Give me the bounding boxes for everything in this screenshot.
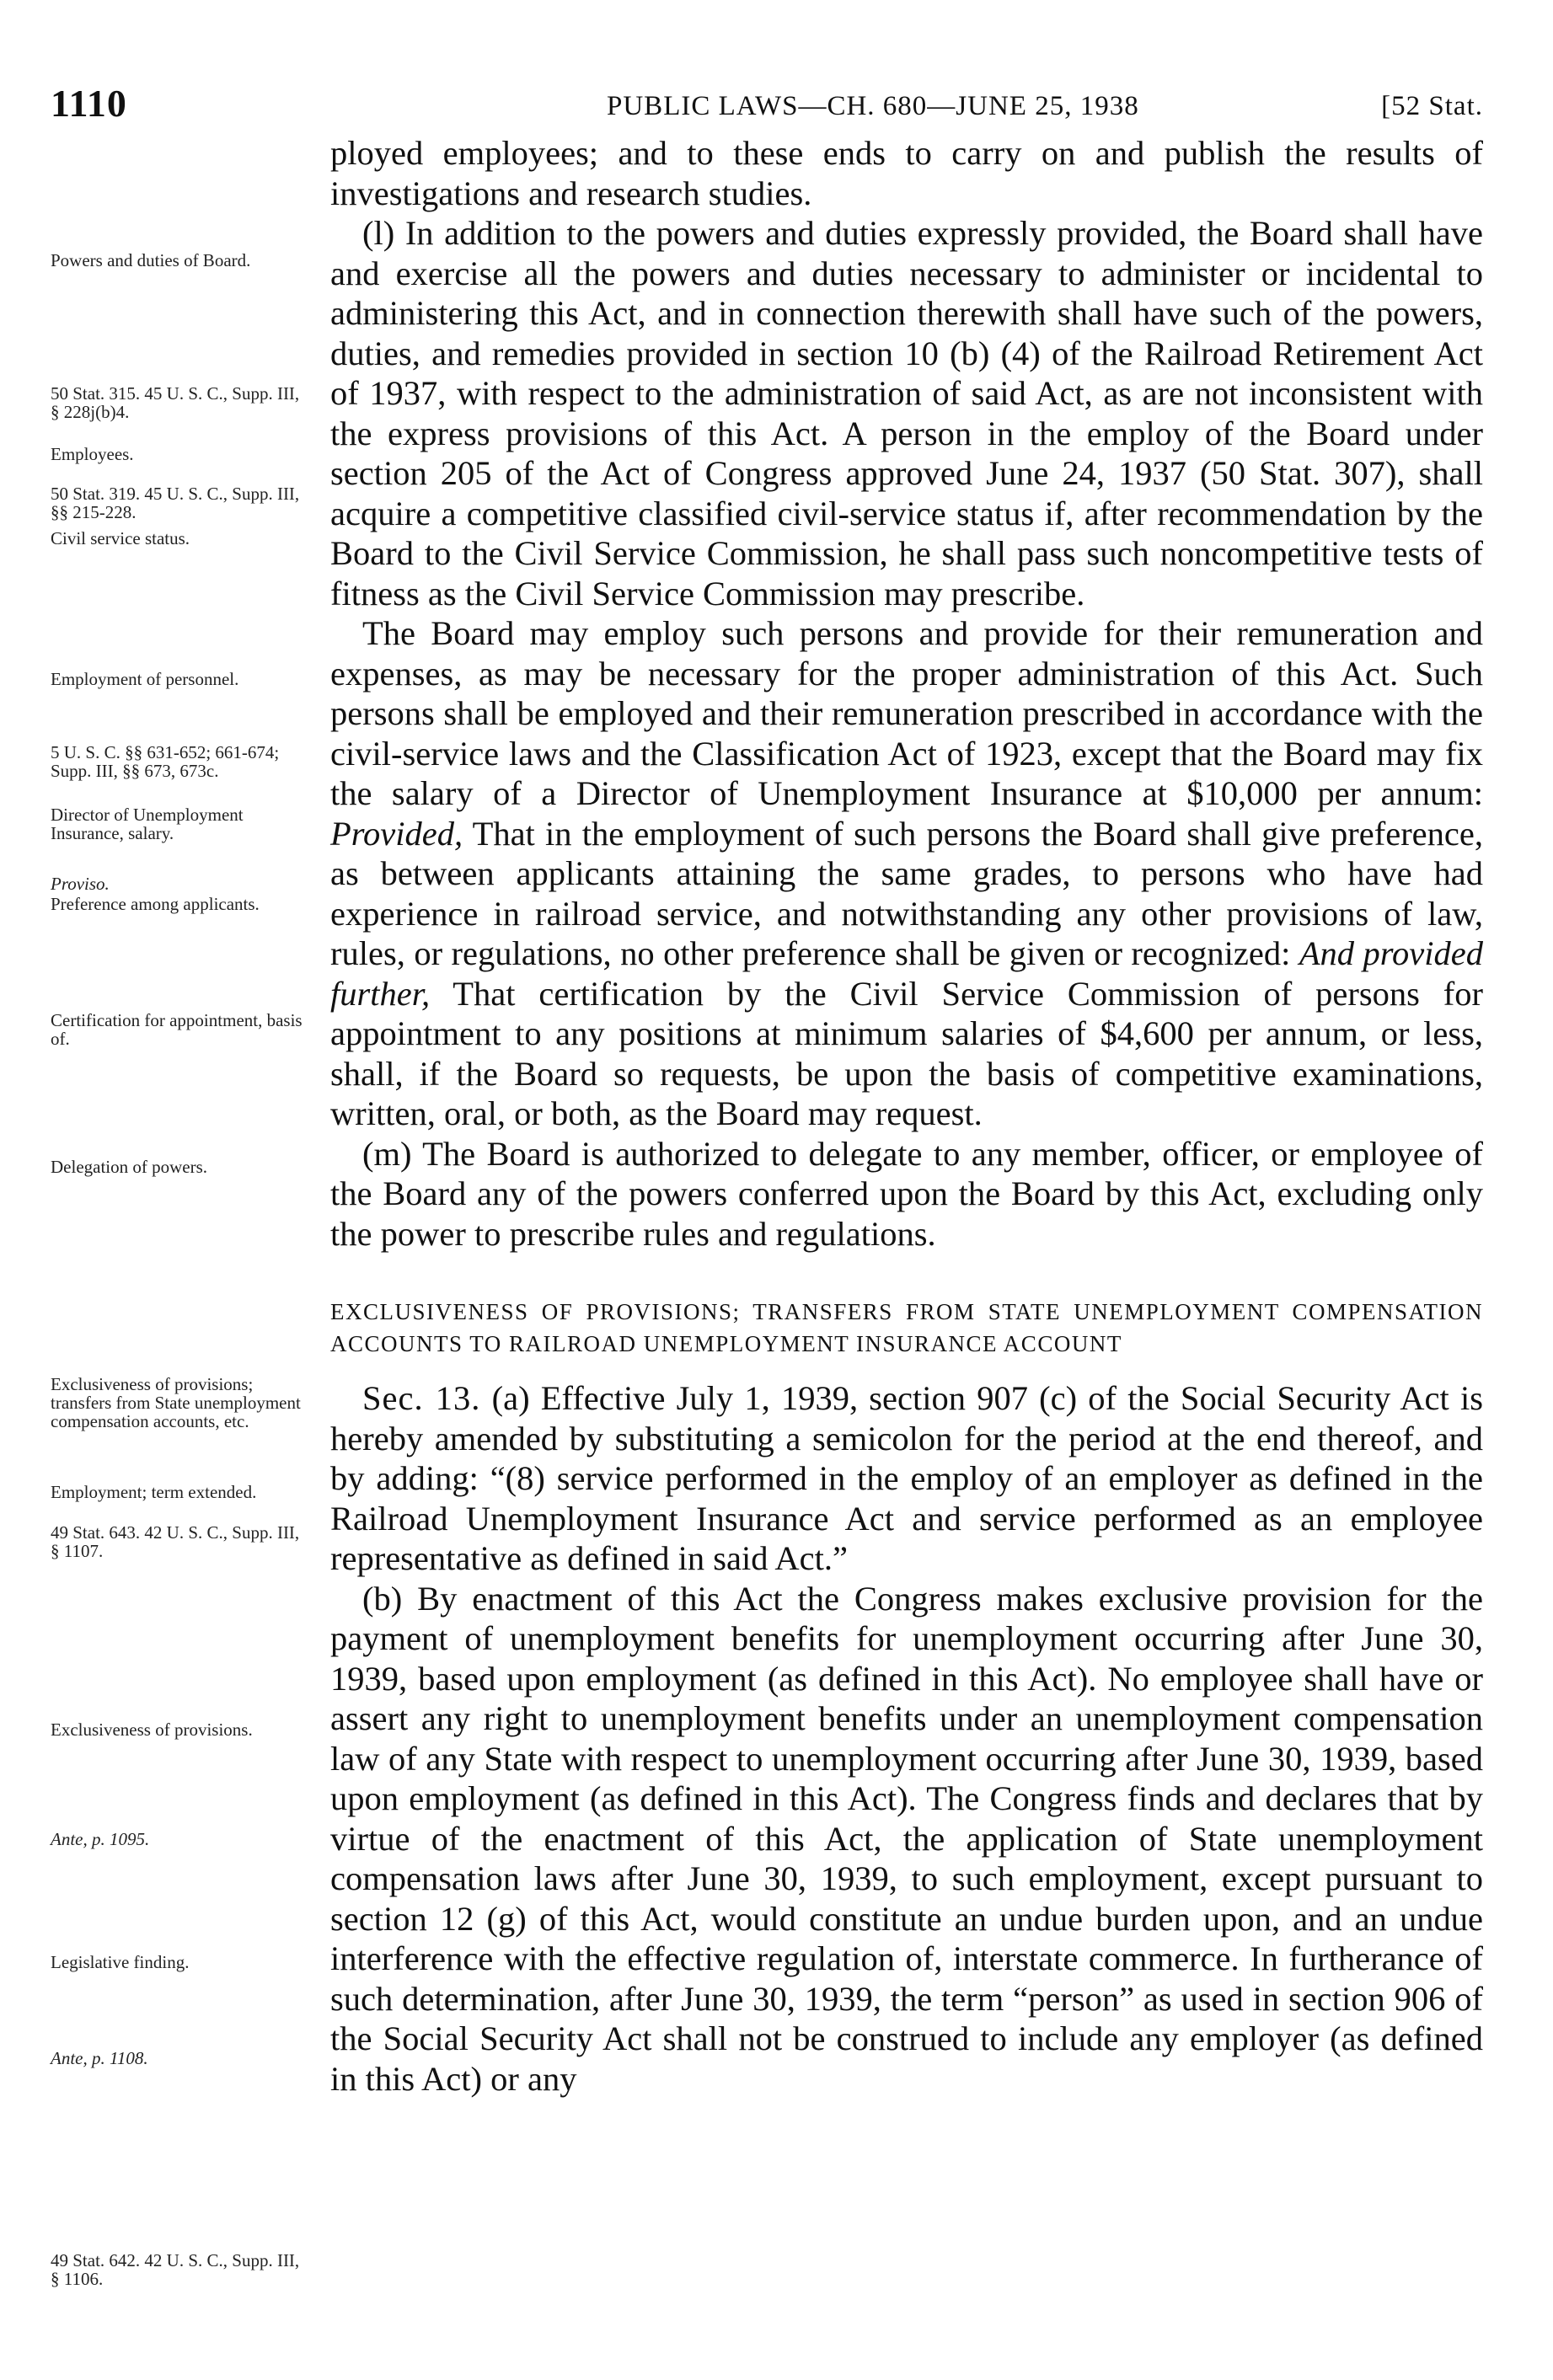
margin-note-preference: Preference among applicants. (51, 894, 260, 914)
margin-note-ante: Ante, p. 1095. (51, 1829, 150, 1849)
paragraph-subsection-m: (m) The Board is authorized to delegate to any member, officer, or employee of the Board any of the powers conferred upon the Board by this Act, excluding only the power to prescribe rules and regulations. (330, 1134, 1483, 1253)
page-header (51, 81, 1483, 131)
section-heading: EXCLUSIVENESS OF PROVISIONS; TRANSFERS FROM STATE UNEMPLOYMENT COMPENSATION ACCOUNTS TO RAILROAD UNEMPLOYMENT INSURANCE ACCOUNT (330, 1299, 1483, 1356)
paragraph-section-13b: (b) By enactment of this Act the Congress makes exclusive provision for the payment of unemployment benefits for unemployment occurring after June 30, 1939, based upon employment (as defined in this Act). No employee shall have or assert any right to unemployment benefits under an unemployment compensation law of any State with respect to unemployment occurring after June 30, 1939, based upon employment (as defined in this Act). The Congress finds and declares that by virtue of the enactment of this Act, the application of State unemployment compensation laws after June 30, 1939, to such employment, except pursuant to section 12 (g) of this Act, would constitute an undue burden upon, and an undue interference with the effective regulation of, interstate commerce. In furtherance of such determination, after June 30, 1939, the term “person” as used in section 906 of the Social Security Act shall not be construed to include any employer (as defined in this Act) or any (330, 1579, 1483, 2098)
margin-note-citation: 50 Stat. 319. 45 U. S. C., Supp. III, §§ 215-228. (51, 484, 300, 522)
margin-note-ante: Ante, p. 1108. (51, 2048, 148, 2068)
margin-note-employment: Employment of personnel. (51, 669, 239, 689)
margin-note-civil-service: Civil service status. (51, 528, 190, 548)
paragraph-section-13a: Sec. 13. (a) Effective July 1, 1939, section 907 (c) of the Social Security Act is hereby amended by substituting a semicolon for the period at the end thereof, and by adding: “(8) service performed in the employ of an employer as defined in the Railroad Unemployment Insurance Act and service performed as an employee representative as defined in said Act.” (330, 1379, 1483, 1577)
paragraph: ployed employees; and to these ends to carry on and publish the results of investigations and research studies. (330, 134, 1483, 212)
margin-note-certification: Certification for appointment, basis of. (51, 1010, 303, 1049)
margin-note-powers: Powers and duties of Board. (51, 250, 251, 270)
margin-note-exclusiveness-provisions: Exclusiveness of provisions. (51, 1719, 253, 1740)
margin-note-citation: 49 Stat. 643. 42 U. S. C., Supp. III, § 1107. (51, 1522, 300, 1561)
margin-note-employment-term: Employment; term extended. (51, 1482, 257, 1502)
body-text (330, 133, 1483, 2099)
margin-note-exclusiveness: Exclusiveness of provisions; transfers from State unemployment compensation accounts, etc. (51, 1374, 301, 1431)
margin-note-citation: 49 Stat. 642. 42 U. S. C., Supp. III, § 1106. (51, 2250, 300, 2289)
margin-note-proviso: Proviso. (51, 874, 110, 894)
margin-note-director: Director of Unemployment Insurance, salary. (51, 805, 244, 843)
section-label: Sec. 13. (362, 1379, 481, 1417)
page-number: 1110 (51, 82, 127, 125)
paragraph-employment: The Board may employ such persons and provide for their remuneration and expenses, as may be necessary for the proper administration of this Act. Such persons shall be employed and their remuneration prescribed in accordance with the civil-service laws and the Classification Act of 1923, except that the Board may fix the salary of a Director of Unemployment Insurance at $10,000 per annum: Provided, That in the employment of such persons the Board shall give preference, as between applicants attaining the same grades, to persons who have had experience in railroad service, and notwithstanding any other provisions of law, rules, or regulations, no other preference shall be given or recognized: And provided further, That certification by the Civil Service Commission of persons for appointment to any positions at minimum salaries of $4,600 per annum, or less, shall, if the Board so requests, be upon the basis of competitive examinations, written, oral, or both, as the Board may request. (330, 614, 1483, 1132)
margin-note-legislative-finding: Legislative finding. (51, 1952, 190, 1972)
margin-note-citation: 50 Stat. 315. 45 U. S. C., Supp. III, § 228j(b)4. (51, 383, 300, 422)
margin-note-employees: Employees. (51, 444, 134, 464)
statute-reference: [52 Stat. (1381, 91, 1483, 121)
running-head: PUBLIC LAWS—CH. 680—JUNE 25, 1938 (607, 91, 1139, 121)
proviso-label: Provided, (330, 814, 463, 853)
further-proviso-label: And provided further, (330, 934, 1483, 1013)
margin-note-citation: 5 U. S. C. §§ 631-652; 661-674; Supp. III, §§ 673, 673c. (51, 742, 280, 781)
margin-note-delegation: Delegation of powers. (51, 1157, 208, 1177)
paragraph-subsection-l: (l) In addition to the powers and duties expressly provided, the Board shall have and exercise all the powers and duties necessary to administer or incidental to administering this Act, and in connection therewith shall have such of the powers, duties, and remedies provided in section 10 (b) (4) of the Railroad Retirement Act of 1937, with respect to the administration of said Act, as are not inconsistent with the express provisions of this Act. A person in the employ of the Board under section 205 of the Act of Congress approved June 24, 1937 (50 Stat. 307), shall acquire a competitive classified civil-service status if, after recommendation by the Board to the Civil Service Commission, he shall pass such noncompetitive tests of fitness as the Civil Service Commission may prescribe. (330, 214, 1483, 612)
